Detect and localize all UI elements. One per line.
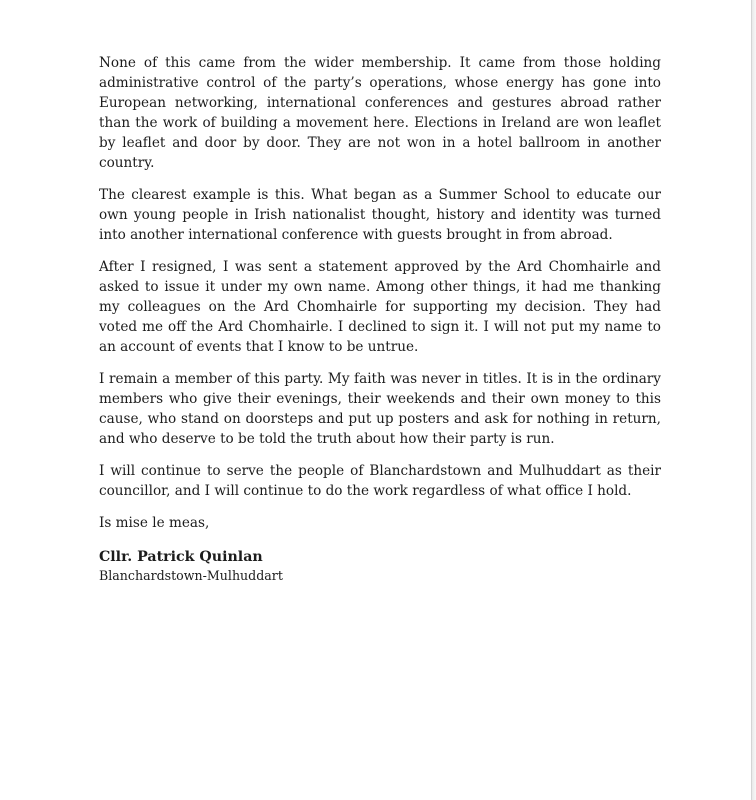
- signatory-name: Cllr. Patrick Quinlan: [99, 549, 263, 565]
- paragraph-continue-serving: I will continue to serve the people of Blanchardstown and Mulhuddart as their councillor, and I will continue to do the work regardless of what office I hold.: [99, 463, 661, 499]
- paragraph-membership-faith: I remain a member of this party. My faith was never in titles. It is in the ordinary members who give their evenings, their weekends and their own money to this cause, who stand on doorsteps and put up posters and ask for nothing in return, and who deserve to be told the truth about how their party is run.: [99, 371, 661, 447]
- paragraph-summer-school: The clearest example is this. What began as a Summer School to educate our own young people in Irish nationalist thought, history and identity was turned into another international conference with guests brought in from abroad.: [99, 187, 661, 243]
- paragraph-statement: After I resigned, I was sent a statement approved by the Ard Chomhairle and asked to issue it under my own name. Among other things, it had me thanking my colleagues on the Ard Chomhairle for supporting my decision. They had voted me off the Ard Chomhairle. I declined to sign it. I will not put my name to an account of events that I know to be untrue.: [99, 259, 661, 355]
- closing-salutation: Is mise le meas,: [99, 515, 210, 531]
- letter-body: [99, 53, 661, 585]
- page-edge-shadow: [752, 0, 756, 800]
- signatory-area: Blanchardstown-Mulhuddart: [99, 568, 283, 583]
- paragraph-membership: None of this came from the wider membership. It came from those holding administrative control of the party’s operations, whose energy has gone into European networking, international conferences and gestures abroad rather than the work of building a movement here. Elections in Ireland are won leaflet by leaflet and door by door. They are not won in a hotel ballroom in another country.: [99, 55, 661, 171]
